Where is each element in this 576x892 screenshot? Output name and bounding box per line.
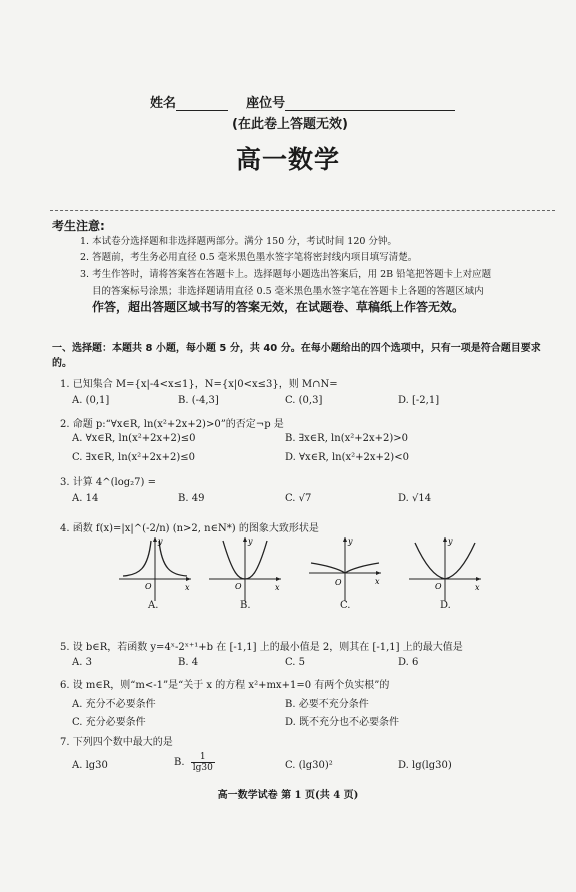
notice-item-3-cont: 目的答案标号涂黑；非选择题请用直径 0.5 毫米黑色墨水签字笔在答题卡上各题的答题区域内 <box>92 286 484 297</box>
q7-option-d: D. lg(lg30) <box>398 760 452 771</box>
q7-stem: 7. 下列四个数中最大的是 <box>60 737 173 748</box>
q4-option-d: D. <box>440 600 451 611</box>
q4-stem: 4. 函数 f(x)=|x|^(-2/n) (n>2, n∈N*) 的图象大致形状是 <box>60 523 319 534</box>
q6-stem: 6. 设 m∈R，则“m<-1”是“关于 x 的方程 x²+mx+1=0 有两个负实根”的 <box>60 680 390 691</box>
q4b-o-label: O <box>235 582 242 591</box>
notice-item-3: 3. 考生作答时，请将答案答在答题卡上。选择题每小题选出答案后，用 2B 铅笔把答题卡上对应题 <box>80 269 492 280</box>
q4-option-b: B. <box>240 600 251 611</box>
q2-option-a: A. ∀x∈R, ln(x²+2x+2)≤0 <box>72 433 196 444</box>
q7-b-prefix: B. <box>174 757 185 768</box>
seat-label: 座位号 <box>246 96 286 111</box>
q1-option-b: B. (-4,3] <box>178 395 219 406</box>
q4-graph-a <box>115 535 195 603</box>
q1-option-a: A. (0,1] <box>72 395 110 406</box>
q4d-y-label: y <box>448 537 453 546</box>
student-info-line <box>150 92 455 111</box>
q2-option-b: B. ∃x∈R, ln(x²+2x+2)>0 <box>285 433 409 444</box>
q5-option-d: D. 6 <box>398 657 419 668</box>
notice-item-2: 2. 答题前，考生务必用直径 0.5 毫米黑色墨水签字笔将密封线内项目填写清楚。 <box>80 252 418 263</box>
q4-graph-d <box>405 535 485 603</box>
q4-option-a: A. <box>148 600 159 611</box>
q6-option-c: C. 充分必要条件 <box>72 717 146 728</box>
q4b-x-label: x <box>275 583 280 592</box>
name-blank <box>176 110 228 111</box>
q3-option-b: B. 49 <box>178 493 205 504</box>
q4-graph-c <box>305 535 385 603</box>
section-heading: 一、选择题：本题共 8 小题，每小题 5 分，共 40 分。在每小题给出的四个选项中，只有一项是符合题目要求的。 <box>52 343 541 369</box>
q4c-x-label: x <box>375 577 380 586</box>
q5-option-a: A. 3 <box>72 657 92 668</box>
q4b-y-label: y <box>248 537 253 546</box>
dashed-divider <box>50 210 555 211</box>
q2-stem: 2. 命题 p:“∀x∈R, ln(x²+2x+2)>0”的否定¬p 是 <box>60 419 284 430</box>
q2-option-d: D. ∀x∈R, ln(x²+2x+2)<0 <box>285 452 409 463</box>
q4d-x-label: x <box>475 583 480 592</box>
q4a-o-label: O <box>145 582 152 591</box>
q6-option-a: A. 充分不必要条件 <box>72 699 156 710</box>
q3-option-a: A. 14 <box>72 493 99 504</box>
q4a-x-label: x <box>185 583 190 592</box>
q6-option-d: D. 既不充分也不必要条件 <box>285 717 400 728</box>
q3-option-d: D. √14 <box>398 493 432 504</box>
q7-option-a: A. lg30 <box>72 760 108 771</box>
q4c-y-label: y <box>348 537 353 546</box>
seat-blank <box>285 110 455 111</box>
q4-graph-b <box>205 535 285 603</box>
q3-stem: 3. 计算 4^(log₂7) = <box>60 477 156 488</box>
q7-b-fraction <box>191 752 215 773</box>
invalid-note: (在此卷上答题无效) <box>232 117 348 132</box>
page-title: 高一数学 <box>235 145 340 174</box>
q3-option-c: C. √7 <box>285 493 312 504</box>
q1-stem: 1. 已知集合 M={x|-4<x≤1}，N={x|0<x≤3}，则 M∩N= <box>60 379 338 390</box>
q4-option-c: C. <box>340 600 351 611</box>
page-footer: 高一数学试卷 第 1 页(共 4 页) <box>217 790 359 801</box>
q4a-y-label: y <box>158 537 163 546</box>
q7-b-numerator: 1 <box>191 752 215 763</box>
q7-b-denominator: lg30 <box>192 763 213 773</box>
q4d-o-label: O <box>435 582 442 591</box>
q7-option-b <box>174 752 215 773</box>
notice-item-3-bold: 作答，超出答题区域书写的答案无效，在试题卷、草稿纸上作答无效。 <box>92 300 465 314</box>
q2-option-c: C. ∃x∈R, ln(x²+2x+2)≤0 <box>72 452 195 463</box>
q4c-o-label: O <box>335 578 342 587</box>
q6-option-b: B. 必要不充分条件 <box>285 699 369 710</box>
q1-option-d: D. [-2,1] <box>398 395 440 406</box>
q5-stem: 5. 设 b∈R，若函数 y=4ˣ-2ˣ⁺¹+b 在 [-1,1] 上的最小值是 2，则其在 [-1,1] 上的最大值是 <box>60 642 463 653</box>
q1-option-c: C. (0,3] <box>285 395 323 406</box>
q5-option-c: C. 5 <box>285 657 306 668</box>
q5-option-b: B. 4 <box>178 657 199 668</box>
notice-title: 考生注意: <box>52 219 105 233</box>
q7-option-c: C. (lg30)² <box>285 760 333 771</box>
name-label: 姓名 <box>150 96 177 111</box>
notice-item-1: 1. 本试卷分选择题和非选择题两部分。满分 150 分，考试时间 120 分钟。 <box>80 236 397 247</box>
